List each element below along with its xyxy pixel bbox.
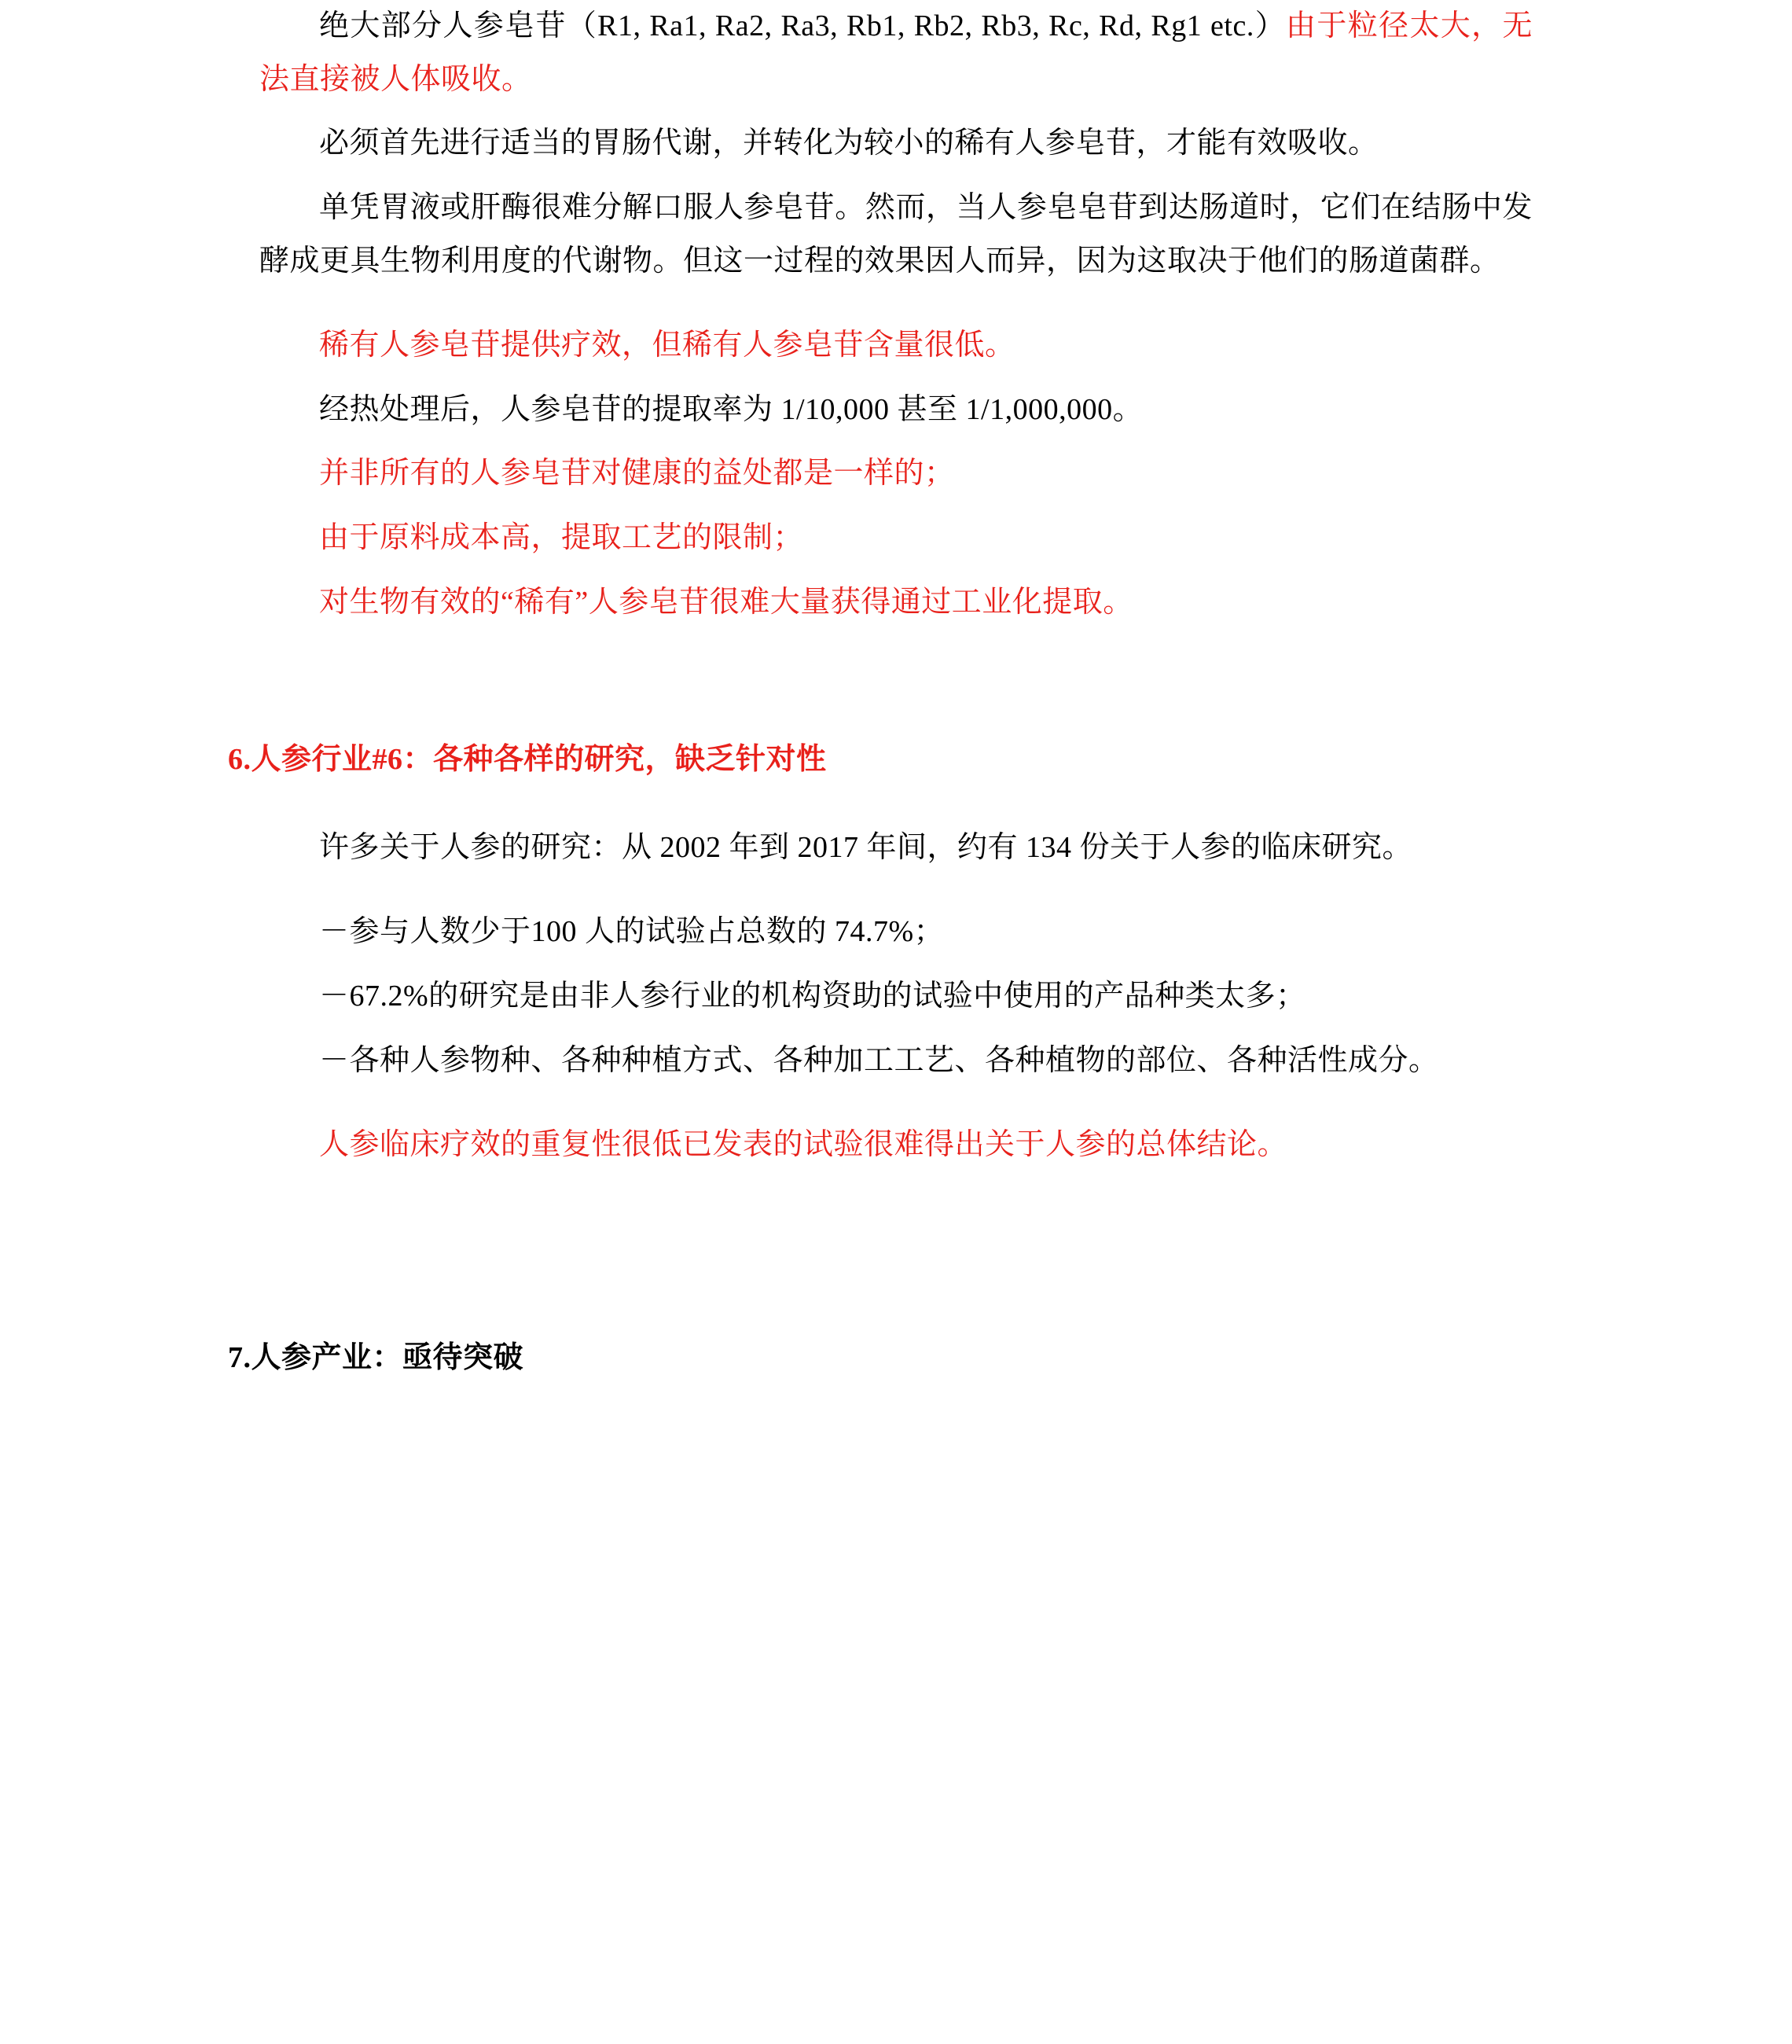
paragraph-hard-to-obtain: 对生物有效的“稀有”人参皂苷很难大量获得通过工业化提取。 [319, 585, 1133, 619]
list-item: －各种人参物种、各种种植方式、各种加工工艺、各种植物的部位、各种活性成分。 [319, 1043, 1439, 1077]
paragraph-text-red: 由于粒径太大，无法直接被人体吸收。 [259, 9, 1533, 96]
paragraph-gut-flora: 单凭胃液或肝酶很难分解口服人参皂苷。然而，当人参皂皂苷到达肠道时，它们在结肠中发酵成更具生物利用度的代谢物。但这一过程的效果因人而异，因为这取决于他们的肠道菌群。 [259, 190, 1533, 278]
paragraph-not-all-equal: 并非所有的人参皂苷对健康的益处都是一样的； [319, 457, 955, 491]
paragraph-text-black: 绝大部分人参皂苷（R1, Ra1, Ra2, Ra3, Rb1, Rb2, Rb3, Rc, Rd, Rg1 etc.） [319, 9, 1287, 42]
list-item: －67.2%的研究是由非人参行业的机构资助的试验中使用的产品种类太多； [319, 980, 1306, 1013]
paragraph-ginsenoside-absorption [259, 0, 1533, 106]
section-heading-6: 6.人参行业#6：各种各样的研究，缺乏针对性 [228, 743, 827, 777]
list-item: －参与人数少于100 人的试验占总数的 74.7%； [319, 915, 945, 949]
paragraph-conclusion-reproducibility: 人参临床疗效的重复性很低已发表的试验很难得出关于人参的总体结论。 [319, 1128, 1288, 1162]
section-heading-7: 7.人参产业：亟待突破 [228, 1340, 524, 1374]
paragraph-research-count: 许多关于人参的研究：从 2002 年到 2017 年间，约有 134 份关于人参的临床研究。 [319, 830, 1413, 864]
paragraph-metabolism: 必须首先进行适当的胃肠代谢，并转化为较小的稀有人参皂苷，才能有效吸收。 [319, 127, 1379, 160]
paragraph-rare-ginsenoside-low: 稀有人参皂苷提供疗效，但稀有人参皂苷含量很低。 [319, 329, 1015, 362]
paragraph-cost-limit: 由于原料成本高，提取工艺的限制； [319, 521, 804, 554]
paragraph-extraction-rate: 经热处理后，人参皂苷的提取率为 1/10,000 甚至 1/1,000,000。 [319, 392, 1144, 426]
